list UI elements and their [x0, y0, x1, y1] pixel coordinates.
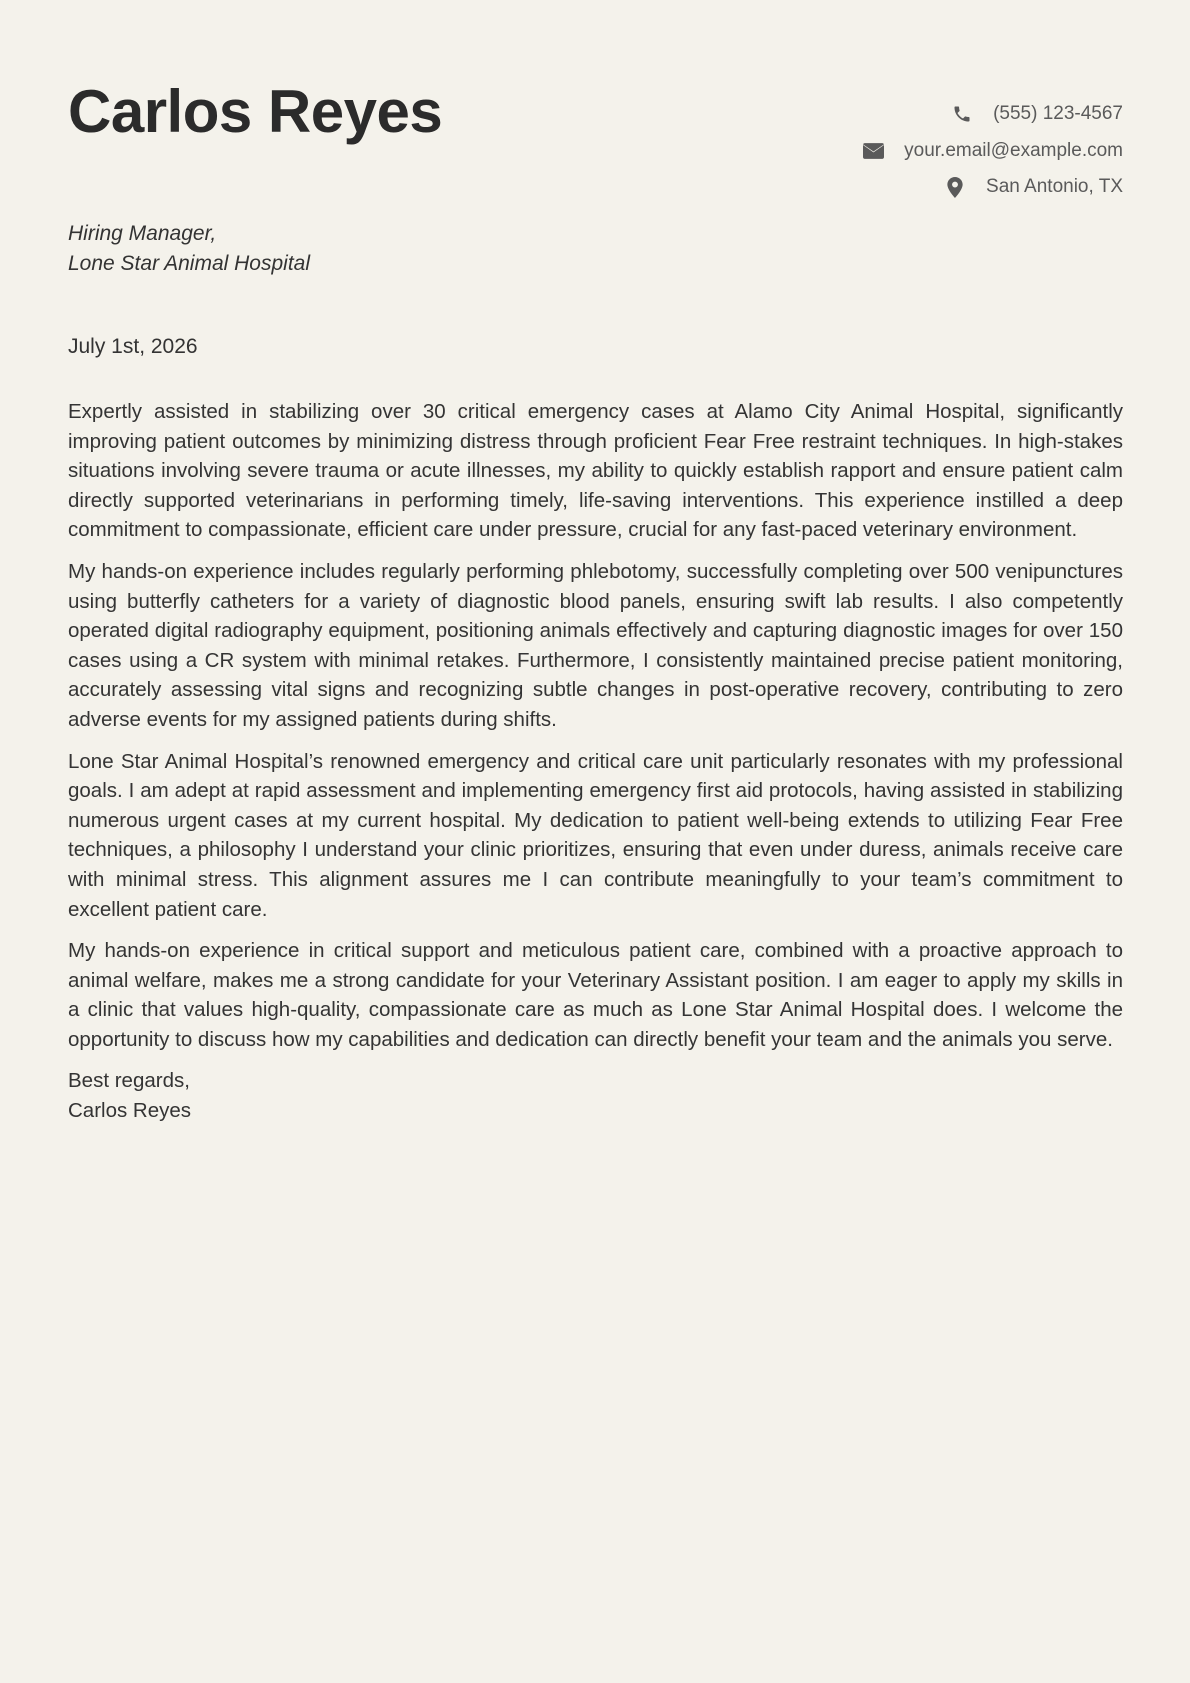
closing-block: [68, 1066, 1123, 1125]
letter-date: July 1st, 2026: [68, 335, 198, 358]
contact-location: [862, 169, 1123, 206]
body-paragraph-1: Expertly assisted in stabilizing over 30 critical emergency cases at Alamo City Animal Hospital, significantly improving patient outcomes by minimizing distress through proficient Fear Free restraint techniques. In high-stakes situations involving severe trauma or acute illnesses, my ability to quickly establish rapport and ensure patient calm directly supported veterinarians in performing timely, life-saving interventions. This experience instilled a deep commitment to compassionate, efficient care under pressure, crucial for any fast-paced veterinary environment.: [68, 400, 1123, 542]
letter-body: [68, 397, 1123, 1126]
contact-phone: [862, 96, 1123, 133]
contact-block: [862, 96, 1123, 206]
applicant-name: Carlos Reyes: [68, 78, 443, 145]
body-paragraph-4: My hands-on experience in critical support and meticulous patient care, combined with a proactive approach to animal welfare, makes me a strong candidate for your Veterinary Assistant position. I am eager to apply my skills in a clinic that values high-quality, compassionate care as much as Lone Star Animal Hospital does. I welcome the opportunity to discuss how my capabilities and dedication can directly benefit your team and the animals you serve.: [68, 939, 1123, 1051]
body-paragraph-3: Lone Star Animal Hospital’s renowned emergency and critical care unit particularly resonates with my professional goals. I am adept at rapid assessment and implementing emergency first aid protocols, having assisted in stabilizing numerous urgent cases at my current hospital. My dedication to patient well-being extends to utilizing Fear Free techniques, a philosophy I understand your clinic prioritizes, ensuring that even under duress, animals receive care with minimal stress. This alignment assures me I can contribute meaningfully to your team’s commitment to excellent patient care.: [68, 749, 1123, 921]
phone-text[interactable]: (555) 123-4567: [993, 103, 1123, 125]
phone-icon: [951, 103, 973, 125]
recipient-block: [68, 219, 310, 279]
email-text[interactable]: your.email@example.com: [904, 139, 1123, 161]
closing-signature: Carlos Reyes: [68, 1099, 192, 1123]
envelope-icon: [862, 140, 884, 162]
map-pin-icon: [944, 176, 966, 198]
body-paragraph-2: My hands-on experience includes regularly performing phlebotomy, successfully completing over 500 venipunctures using butterfly catheters for a variety of diagnostic blood panels, ensuring swift lab results. I also competently operated digital radiography equipment, positioning animals effectively and capturing diagnostic images for over 150 cases using a CR system with minimal retakes. Furthermore, I consistently maintained precise patient monitoring, accurately assessing vital signs and recognizing subtle changes in post-operative recovery, contributing to zero adverse events for my assigned patients during shifts.: [68, 559, 1123, 731]
location-text: San Antonio, TX: [986, 176, 1123, 198]
recipient-line-2: Lone Star Animal Hospital: [68, 252, 311, 275]
closing-salutation: Best regards,: [68, 1069, 190, 1093]
contact-email: [862, 133, 1123, 170]
recipient-line-1: Hiring Manager,: [68, 222, 217, 245]
